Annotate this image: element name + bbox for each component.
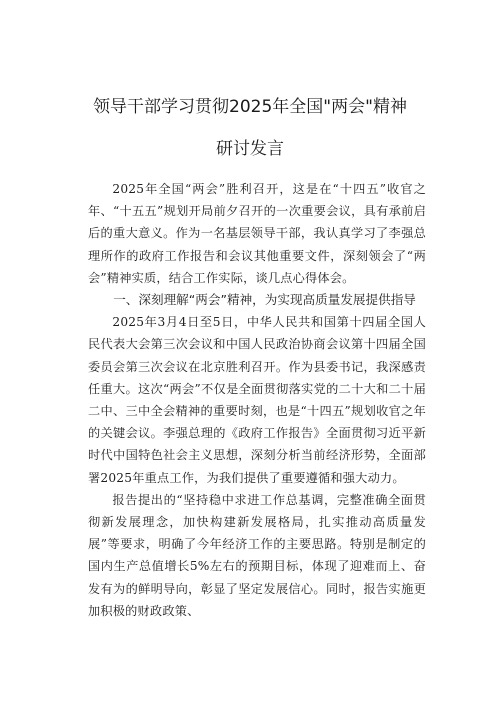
- document-subtitle: 研讨发言: [216, 139, 284, 159]
- document-body: [88, 178, 426, 622]
- intro-paragraph: 2025年全国“两会”胜利召开，这是在“十四五”收官之年、“十五五”规划开局前夕召开的一次重要会议，具有承前启后的重大意义。作为一名基层领导干部，我认真学习了李强总理所作的政府工作报告和会议其他重要文件，深刻领会了“两会”精神实质，结合工作实际，谈几点心得体会。: [88, 182, 426, 285]
- body-paragraph: 报告提出的“坚持稳中求进工作总基调，完整准确全面贯彻新发展理念，加快构建新发展格局，扎实推动高质量发展”等要求，明确了今年经济工作的主要思路。特别是制定的国内生产总值增长5%左右的预期目标，体现了迎难而上、奋发有为的鲜明导向，彰显了坚定发展信心。同时，报告实施更加积极的财政政策、: [88, 492, 426, 618]
- body-paragraph: 2025年3月4日至5日，中华人民共和国第十四届全国人民代表大会第三次会议和中国人民政治协商会议第十四届全国委员会第三次会议在北京胜利召开。作为县委书记，我深感责任重大。这次“两会”不仅是全面贯彻落实党的二十大和二十届二中、三中全会精神的重要时刻，也是“十四五”规划收官之年的关键会议。李强总理的《政府工作报告》全面贯彻习近平新时代中国特色社会主义思想，深刻分析当前经济形势，全面部署2025年重点工作，为我们提供了重要遵循和强大动力。: [88, 315, 426, 485]
- section-heading: 一、深刻理解“两会”精神，为实现高质量发展提供指导: [113, 292, 416, 308]
- document-title: 领导干部学习贯彻2025年全国"两会"精神: [93, 97, 407, 117]
